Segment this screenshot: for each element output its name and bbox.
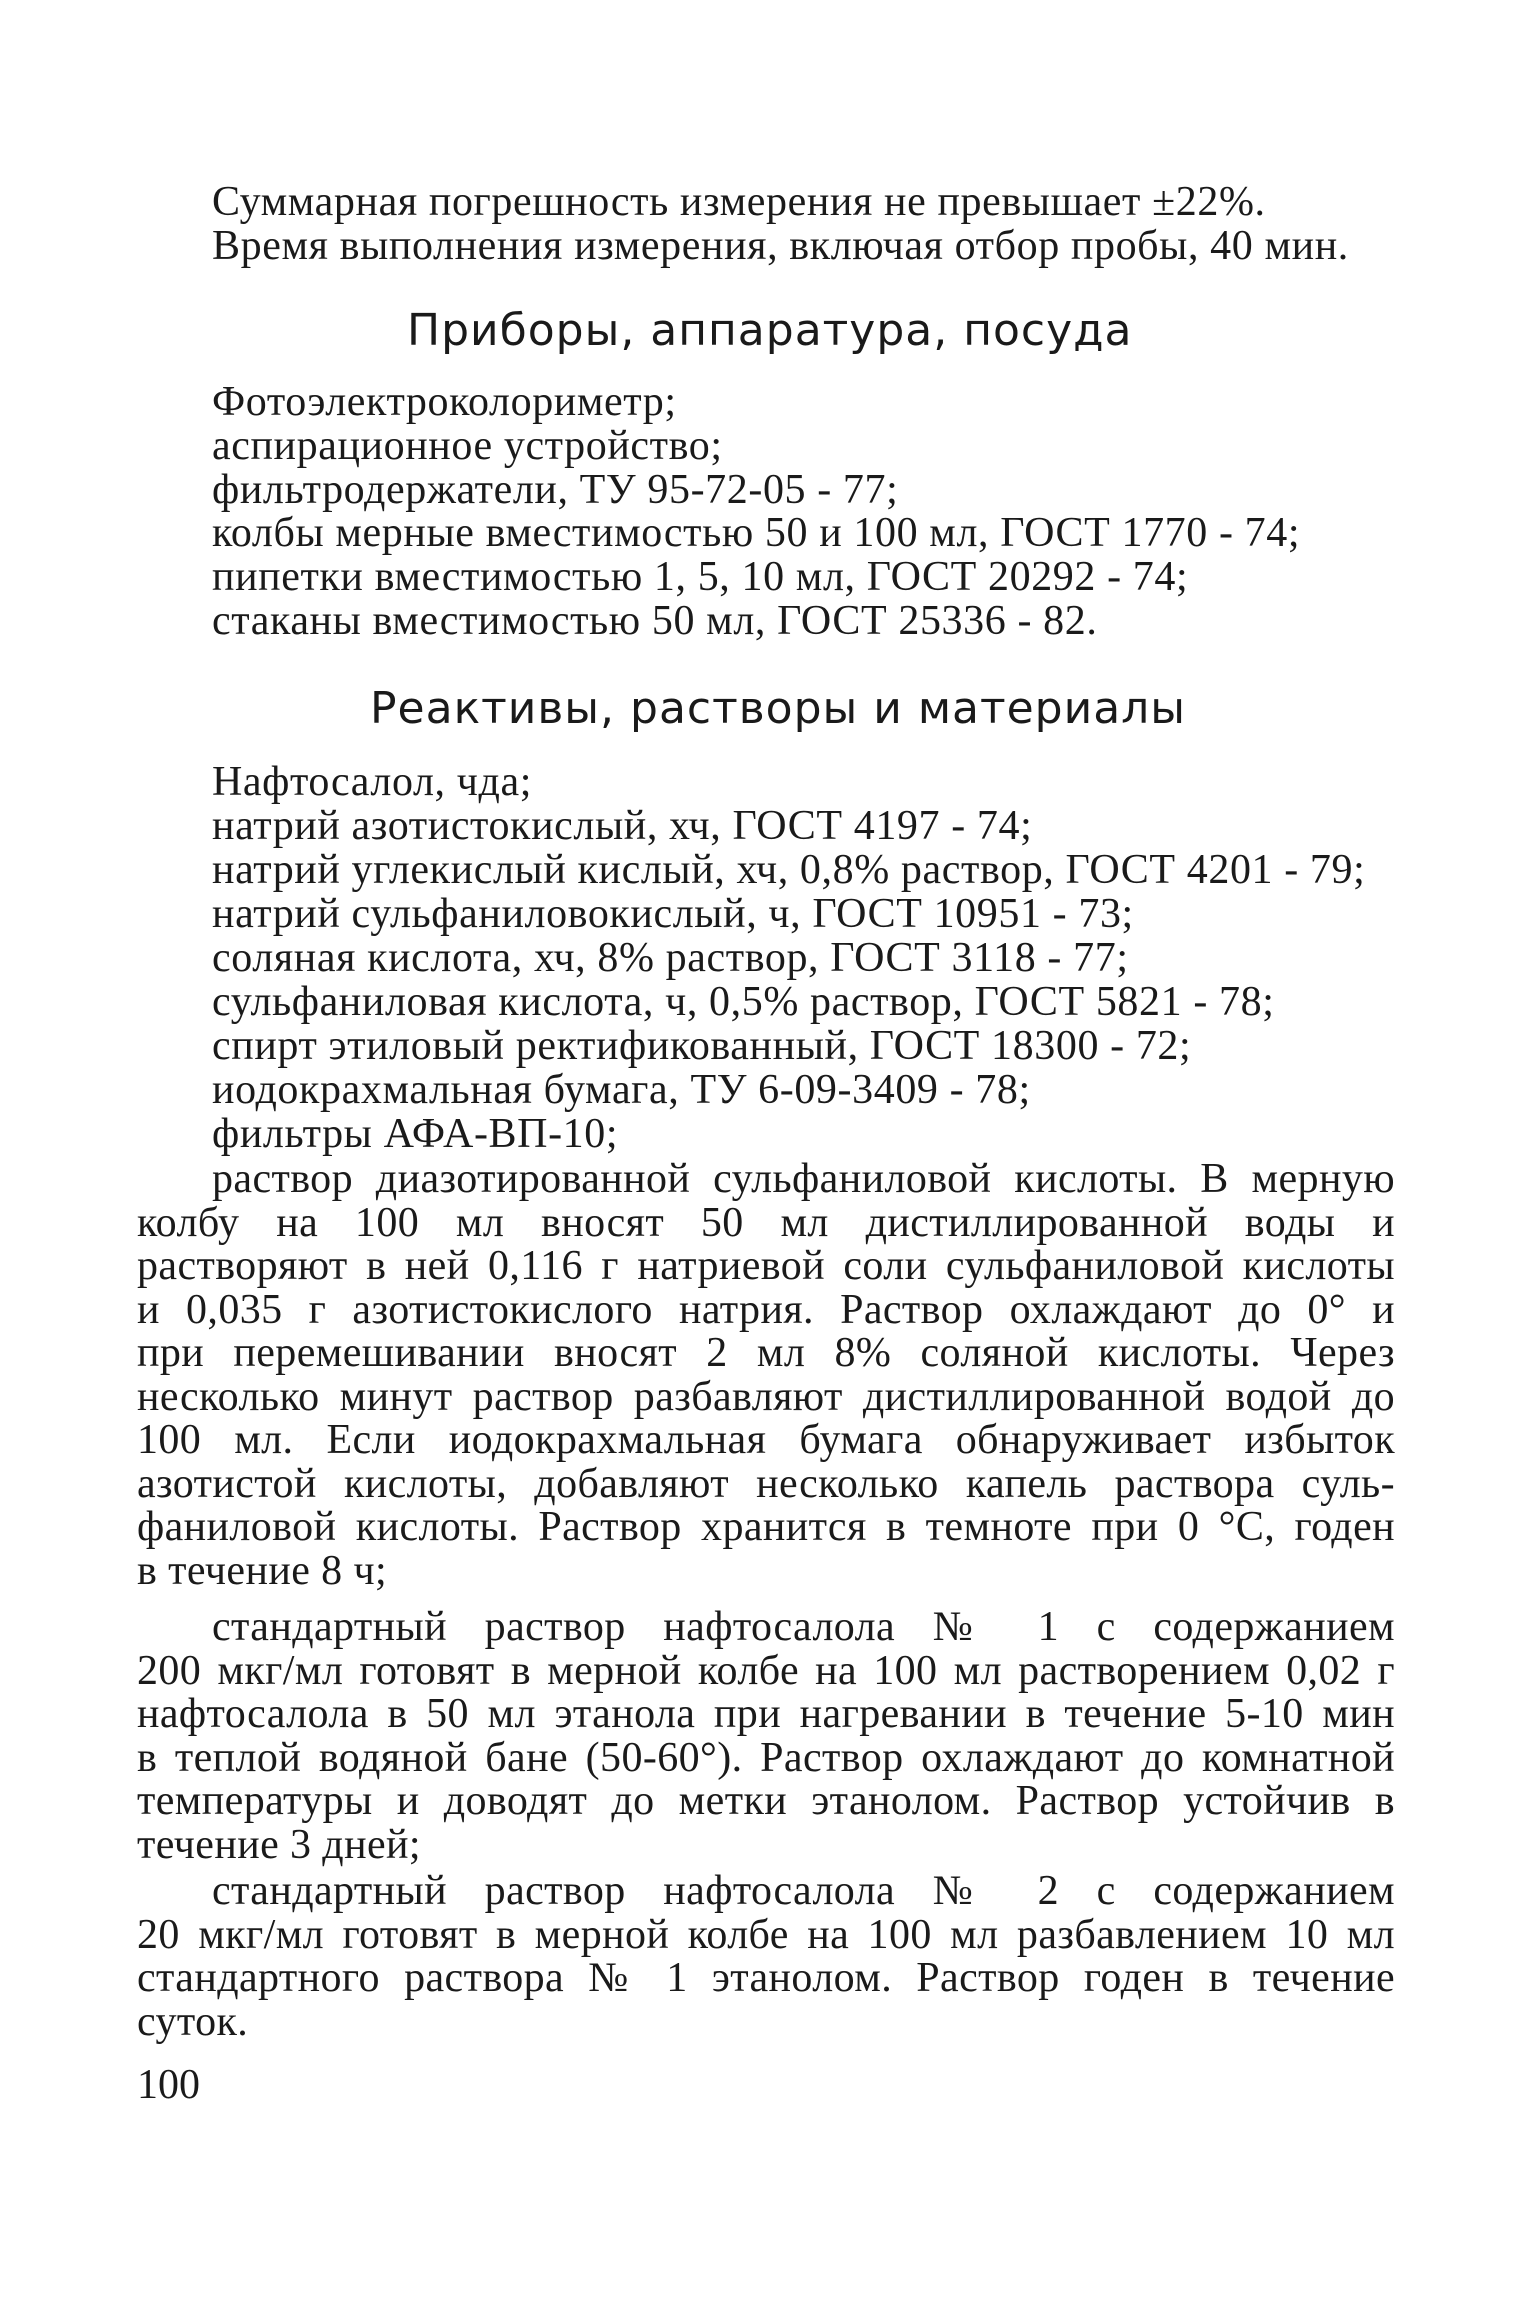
reagent-item: фильтры АФА-ВП-10;	[212, 1111, 619, 1157]
paragraph-line: стандартный раствор нафтосалола № 2 с содержанием	[212, 1868, 1395, 1914]
paragraph-line: при перемешивании вносят 2 мл 8% соляной кислоты. Через	[137, 1330, 1395, 1376]
paragraph-line: стандартного раствора № 1 этанолом. Раствор годен в течение	[137, 1955, 1395, 2001]
reagent-item: сульфаниловая кислота, ч, 0,5% раствор, ГОСТ 5821 - 78;	[212, 979, 1275, 1025]
section-title-equipment: Приборы, аппаратура, посуда	[407, 305, 1133, 356]
error-statement: Суммарная погрешность измерения не превышает ±22%.	[212, 179, 1266, 225]
time-statement: Время выполнения измерения, включая отбор пробы, 40 мин.	[212, 223, 1349, 269]
equipment-item: аспирационное устройство;	[212, 423, 723, 469]
reagent-item: натрий азотистокислый, хч, ГОСТ 4197 - 74;	[212, 803, 1033, 849]
paragraph-line: фаниловой кислоты. Раствор хранится в темноте при 0 °С, годен	[137, 1504, 1395, 1550]
reagent-item: спирт этиловый ректификованный, ГОСТ 18300 - 72;	[212, 1023, 1192, 1069]
page-number: 100	[137, 2062, 200, 2108]
paragraph-line: и 0,035 г азотистокислого натрия. Раствор охлаждают до 0° и	[137, 1286, 1395, 1333]
section-title-reagents: Реактивы, растворы и материалы	[370, 683, 1187, 734]
paragraph-line: несколько минут раствор разбавляют дистиллированной водой до	[137, 1373, 1395, 1420]
equipment-item: колбы мерные вместимостью 50 и 100 мл, ГОСТ 1770 - 74;	[212, 510, 1301, 556]
reagent-item: натрий сульфаниловокислый, ч, ГОСТ 10951 - 73;	[212, 891, 1134, 937]
paragraph-diazo-solution	[137, 1158, 1395, 1593]
paragraph-line: колбу на 100 мл вносят 50 мл дистиллированной воды и	[137, 1199, 1395, 1246]
paragraph-line: раствор диазотированной сульфаниловой кислоты. В мерную	[212, 1156, 1395, 1202]
paragraph-line: 200 мкг/мл готовят в мерной колбе на 100 мл растворением 0,02 г	[137, 1647, 1395, 1694]
paragraph-line: в теплой водяной бане (50-60°). Раствор охлаждают до комнатной	[137, 1734, 1395, 1781]
paragraph-line: растворяют в ней 0,116 г натриевой соли сульфаниловой кислоты	[137, 1243, 1395, 1289]
paragraph-standard-solution-2	[137, 1870, 1395, 2044]
paragraph-line: температуры и доводят до метки этанолом. Раствор устойчив в	[137, 1778, 1395, 1824]
equipment-item: стаканы вместимостью 50 мл, ГОСТ 25336 - 82.	[212, 598, 1098, 644]
paragraph-line: суток.	[137, 1998, 249, 2045]
reagent-item: иодокрахмальная бумага, ТУ 6-09-3409 - 78;	[212, 1067, 1031, 1113]
equipment-item: пипетки вместимостью 1, 5, 10 мл, ГОСТ 20292 - 74;	[212, 554, 1189, 600]
paragraph-line: в течение 8 ч;	[137, 1547, 388, 1594]
paragraph-line: 20 мкг/мл готовят в мерной колбе на 100 мл разбавлением 10 мл	[137, 1911, 1395, 1958]
reagent-item: натрий углекислый кислый, хч, 0,8% раствор, ГОСТ 4201 - 79;	[212, 847, 1366, 893]
paragraph-line: стандартный раствор нафтосалола № 1 с содержанием	[212, 1604, 1395, 1650]
equipment-item: фильтродержатели, ТУ 95-72-05 - 77;	[212, 467, 899, 513]
paragraph-line: 100 мл. Если иодокрахмальная бумага обнаруживает избыток	[137, 1417, 1395, 1463]
paragraph-standard-solution-1	[137, 1606, 1395, 1867]
paragraph-line: азотистой кислоты, добавляют несколько капель раствора суль-	[137, 1460, 1395, 1507]
reagent-item: Нафтосалол, чда;	[212, 759, 532, 805]
paragraph-line: нафтосалола в 50 мл этанола при нагревании в течение 5-10 мин	[137, 1691, 1395, 1737]
paragraph-line: течение 3 дней;	[137, 1821, 421, 1868]
equipment-item: Фотоэлектроколориметр;	[212, 379, 677, 425]
reagent-item: соляная кислота, хч, 8% раствор, ГОСТ 3118 - 77;	[212, 935, 1129, 981]
